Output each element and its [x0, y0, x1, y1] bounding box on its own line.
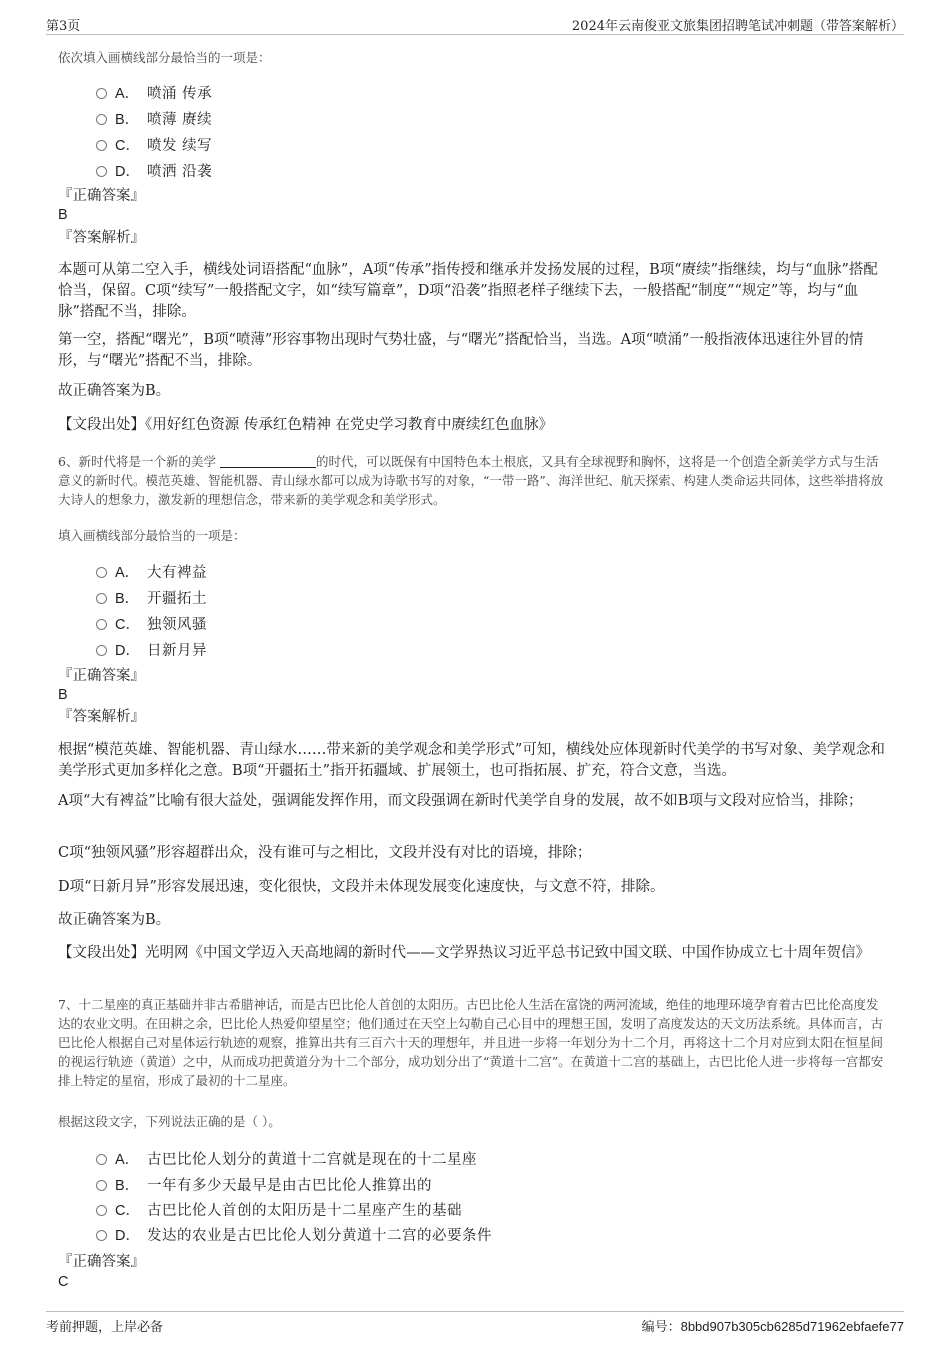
q5-answer-label: 『正确答案』 [58, 188, 145, 204]
q5-analysis-label: 『答案解析』 [58, 230, 145, 246]
q6-analysis-paragraph: C项“独领风骚”形容超群出众，没有谁可与之相比，文段并没有对比的语境，排除； [58, 845, 592, 861]
q7-stem: 7、十二星座的真正基础并非古希腊神话，而是古巴比伦人首创的太阳历。古巴比伦人生活在富饶的两河流域，绝佳的地理环境孕育着古巴比伦高度发达的农业文明。在田耕之余，巴比伦人热爱仰望星空；他们通过在天空上勾勒自己心目中的理想王国，发明了高度发达的天文历法系统。具体而言，古巴比伦人根据自己对星体运行轨迹的观察，推算出共有三百六十天的理想年，并且进一步将一年划分为十二个月，再将这十二个月对应到太阳在恒星间的视运行轨迹（黄道）之中，从而成功把黄道分为十二个部分，成功划分出了“黄道十二宫”。在黄道十二宫的基础上，古巴比伦人进一步将每一宫都安排上特定的星宿，形成了最初的十二星座。 [58, 997, 884, 1088]
radio-icon[interactable] [96, 88, 107, 99]
page-number: 第3页 [46, 19, 81, 34]
page-header [46, 12, 904, 35]
page-footer [46, 1311, 904, 1336]
q5-option-d[interactable]: D． 喷洒 沿袭 [96, 160, 212, 180]
q6-source: 【文段出处】光明网《中国文学迈入天高地阔的新时代——文学界热议习近平总书记致中国文联、中国作协成立七十周年贺信》 [58, 945, 870, 961]
q7-option-b[interactable]: B． 一年有多少天最早是由古巴比伦人推算出的 [96, 1174, 432, 1194]
q6-instruction: 填入画横线部分最恰当的一项是： [58, 528, 246, 543]
q7-option-d[interactable]: D． 发达的农业是古巴比伦人划分黄道十二宫的必要条件 [96, 1224, 492, 1244]
q6-answer: B [58, 687, 68, 703]
q6-analysis-paragraph: A项“大有裨益”比喻有很大益处，强调能发挥作用，而文段强调在新时代美学自身的发展，故不如B项与文段对应恰当，排除； [58, 793, 863, 809]
radio-icon[interactable] [96, 645, 107, 656]
q5-analysis-conclusion: 故正确答案为B。 [58, 383, 171, 399]
radio-icon[interactable] [96, 1205, 107, 1216]
q7-option-c[interactable]: C． 古巴比伦人首创的太阳历是十二星座产生的基础 [96, 1199, 462, 1219]
answer-blank [220, 455, 316, 468]
q7-option-a[interactable]: A． 古巴比伦人划分的黄道十二宫就是现在的十二星座 [96, 1148, 477, 1168]
radio-icon[interactable] [96, 619, 107, 630]
q6-analysis-paragraph: D项“日新月异”形容发展迅速，变化很快，文段并未体现发展变化速度快，与文意不符，排除。 [58, 879, 665, 895]
radio-icon[interactable] [96, 140, 107, 151]
q6-option-c[interactable]: C． 独领风骚 [96, 613, 207, 633]
q6-analysis-label: 『答案解析』 [58, 709, 145, 725]
radio-icon[interactable] [96, 1180, 107, 1191]
footer-slogan: 考前押题，上岸必备 [46, 1320, 164, 1335]
q6-analysis-conclusion: 故正确答案为B。 [58, 912, 171, 928]
radio-icon[interactable] [96, 593, 107, 604]
q7-answer: C [58, 1274, 69, 1290]
q5-option-c[interactable]: C． 喷发 续写 [96, 134, 212, 154]
q5-analysis-paragraph: 本题可从第二空入手，横线处词语搭配“血脉”，A项“传承”指传授和继承并发扬发展的过程，B项“赓续”指继续，均与“血脉”搭配恰当，保留。C项“续写”一般搭配文字，如“续写篇章”，D项“沿袭”指照老样子继续下去，一般搭配“制度”“规定”等，均与“血脉”搭配不当，排除。 [58, 262, 878, 320]
radio-icon[interactable] [96, 567, 107, 578]
q5-source: 【文段出处】《用好红色资源 传承红色精神 在党史学习教育中赓续红色血脉》 [58, 417, 553, 433]
document-title: 2024年云南俊亚文旅集团招聘笔试冲刺题（带答案解析） [571, 19, 904, 34]
q5-option-a[interactable]: A． 喷涌 传承 [96, 82, 212, 102]
radio-icon[interactable] [96, 1154, 107, 1165]
q6-option-a[interactable]: A． 大有裨益 [96, 561, 207, 581]
q5-analysis-paragraph: 第一空，搭配“曙光”，B项“喷薄”形容事物出现时气势壮盛，与“曙光”搭配恰当，当选。A项“喷涌”一般指液体迅速往外冒的情形，与“曙光”搭配不当，排除。 [58, 332, 864, 369]
radio-icon[interactable] [96, 166, 107, 177]
q7-answer-label: 『正确答案』 [58, 1254, 145, 1270]
q7-instruction: 根据这段文字，下列说法正确的是（ ）。 [58, 1114, 281, 1129]
q6-answer-label: 『正确答案』 [58, 668, 145, 684]
q6-option-b[interactable]: B． 开疆拓土 [96, 587, 207, 607]
q6-analysis-paragraph: 根据“模范英雄、智能机器、青山绿水……带来新的美学观念和美学形式”可知，横线处应体现新时代美学的书写对象、美学观念和美学形式更加多样化之意。B项“开疆拓土”指开拓疆域、扩展领土，也可指拓展、扩充，符合文意，当选。 [58, 742, 885, 779]
q6-stem: 6、新时代将是一个新的美学 的时代，可以既保有中国特色本土根底，又具有全球视野和胸怀，这将是一个创造全新美学方式与生活意义的新时代。模范英雄、智能机器、青山绿水都可以成为诗歌书写的对象，“一带一路”、海洋世纪、航天探索、构建人类命运共同体，这些举措将放大诗人的想象力，激发新的理想信念，带来新的美学观念和美学形式。 [58, 454, 884, 507]
radio-icon[interactable] [96, 1230, 107, 1241]
q5-option-b[interactable]: B． 喷薄 赓续 [96, 108, 212, 128]
radio-icon[interactable] [96, 114, 107, 125]
document-code: 编号：8bbd907b305cb6285d71962ebfaefe77 [641, 1319, 904, 1334]
q5-instruction: 依次填入画横线部分最恰当的一项是： [58, 50, 271, 65]
q5-answer: B [58, 207, 68, 223]
q6-option-d[interactable]: D． 日新月异 [96, 639, 207, 659]
